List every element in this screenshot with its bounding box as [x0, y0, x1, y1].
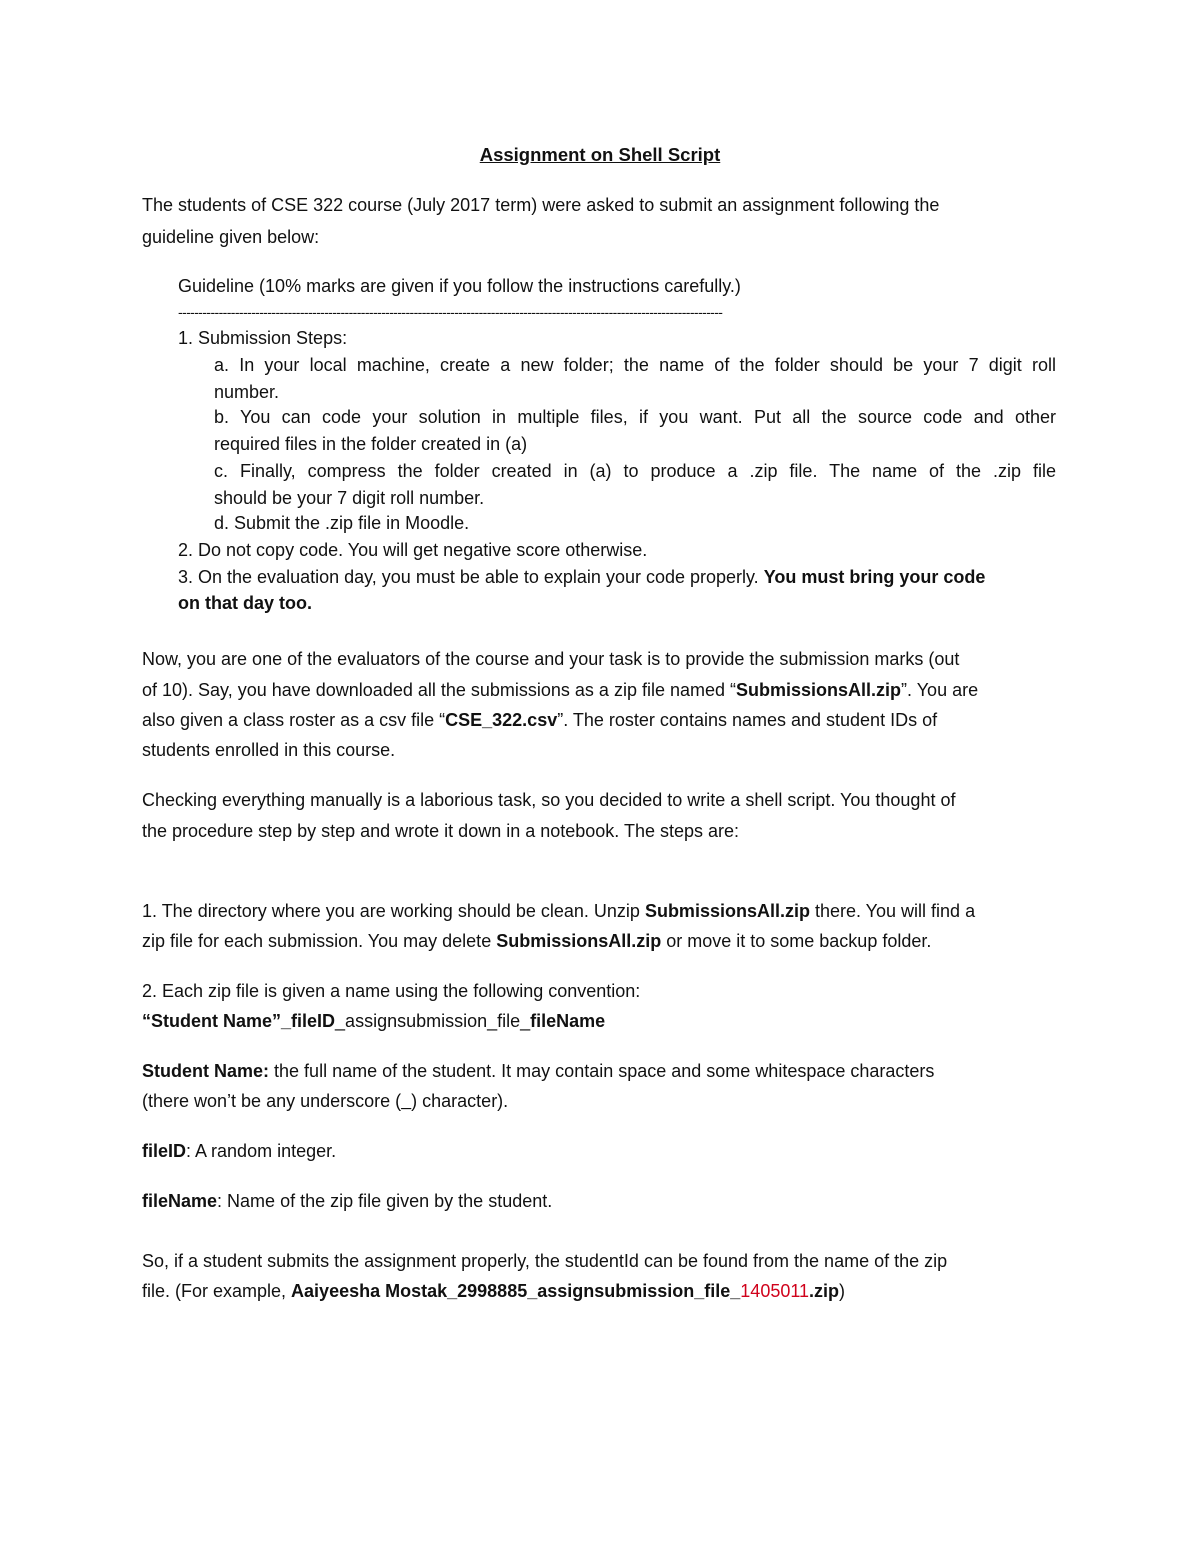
- filename-submissions-zip: SubmissionsAll.zip: [496, 931, 662, 951]
- example-filename: Aaiyeesha Mostak_2998885_assignsubmission_file_: [291, 1281, 741, 1301]
- naming-convention: [142, 1009, 605, 1033]
- para-now-text: of 10). Say, you have downloaded all the submissions as a zip file named “: [142, 680, 736, 700]
- def-filename-term: fileName: [142, 1191, 218, 1211]
- filename-roster-csv: CSE_322.csv: [445, 710, 558, 730]
- guideline-step-3-line-2: on that day too.: [178, 593, 312, 613]
- step-1-text: or move it to some backup folder.: [661, 931, 932, 951]
- convention-middle: _assignsubmission_file_: [335, 1011, 531, 1031]
- def-fileid-text: : A random integer.: [186, 1141, 337, 1161]
- para-so-text: ): [839, 1281, 846, 1301]
- def-student-name-line-1: [142, 1059, 934, 1083]
- def-filename: [142, 1189, 552, 1213]
- def-student-name-term: Student Name: [142, 1061, 264, 1081]
- guideline-step-3-line-1: [178, 565, 985, 589]
- convention-student-fileid: “Student Name”_fileID: [142, 1011, 336, 1031]
- example-extension: .zip: [809, 1281, 840, 1301]
- para-now-text: ”. The roster contains names and student IDs of: [557, 710, 938, 730]
- guideline-step-3-emphasis: You must bring your code: [763, 567, 986, 587]
- step-2-line: 2. Each zip file is given a name using the following convention:: [142, 981, 641, 1001]
- para-now-line-4: students enrolled in this course.: [142, 740, 396, 760]
- guideline-step-1c-line-1: c. Finally, compress the folder created in (a) to produce a .zip file. The name of the .zip file: [214, 461, 1056, 481]
- para-now-line-3: [142, 708, 937, 732]
- guideline-step-2: 2. Do not copy code. You will get negative score otherwise.: [178, 540, 648, 560]
- guideline-step-1c-line-2: should be your 7 digit roll number.: [214, 488, 485, 508]
- guideline-heading: Guideline (10% marks are given if you follow the instructions carefully.): [178, 276, 741, 296]
- def-colon: :: [263, 1061, 270, 1081]
- guideline-step-1b-line-2: required files in the folder created in (a): [214, 434, 528, 454]
- para-so-text: file. (For example,: [142, 1281, 292, 1301]
- intro-line-1: The students of CSE 322 course (July 2017 term) were asked to submit an assignment following the: [142, 195, 940, 215]
- filename-submissions-zip: SubmissionsAll.zip: [736, 680, 902, 700]
- para-now-line-1: Now, you are one of the evaluators of the course and your task is to provide the submission marks (out: [142, 649, 960, 669]
- intro-line-2: guideline given below:: [142, 227, 320, 247]
- step-1-line-1: [142, 899, 975, 923]
- para-now-text: ”. You are: [901, 680, 979, 700]
- guideline-step-1b-line-1: b. You can code your solution in multiple files, if you want. Put all the source code and other: [214, 407, 1056, 427]
- def-student-name-text: ) character).: [411, 1091, 509, 1111]
- example-student-id: 1405011: [740, 1281, 810, 1301]
- convention-filename: fileName: [530, 1011, 606, 1031]
- def-fileid-term: fileID: [142, 1141, 187, 1161]
- guideline-step-1d: d. Submit the .zip file in Moodle.: [214, 513, 470, 533]
- def-student-name-text: the full name of the student. It may contain space and some whitespace characters: [269, 1061, 935, 1081]
- guideline-separator: --------------------------------------------------------------------------------------------------------------------------------------: [178, 305, 723, 319]
- step-1-text: there. You will find a: [809, 901, 976, 921]
- guideline-step-1a-line-2: number.: [214, 382, 280, 402]
- step-1-text: zip file for each submission. You may delete: [142, 931, 497, 951]
- def-fileid: [142, 1139, 336, 1163]
- filename-submissions-zip: SubmissionsAll.zip: [644, 901, 810, 921]
- guideline-step-1a-line-1: a. In your local machine, create a new folder; the name of the folder should be your 7 digit roll: [214, 355, 1056, 375]
- step-1-text: 1. The directory where you are working should be clean. Unzip: [142, 901, 645, 921]
- def-student-name-text: (there won’t be any underscore (: [142, 1091, 402, 1111]
- para-now-text: also given a class roster as a csv file “: [142, 710, 446, 730]
- para-now-line-2: [142, 678, 978, 702]
- def-filename-text: : Name of the zip file given by the student.: [217, 1191, 553, 1211]
- para-so-line-2: [142, 1279, 845, 1303]
- document-title: Assignment on Shell Script: [479, 144, 721, 165]
- underscore-char: _: [401, 1091, 412, 1111]
- para-so-line-1: So, if a student submits the assignment properly, the studentId can be found from the name of the zip: [142, 1251, 948, 1271]
- guideline-step-3-text: 3. On the evaluation day, you must be able to explain your code properly.: [178, 567, 764, 587]
- guideline-step-1: 1. Submission Steps:: [178, 328, 348, 348]
- step-1-line-2: [142, 929, 931, 953]
- para-check-line-1: Checking everything manually is a laborious task, so you decided to write a shell script. You thought of: [142, 790, 956, 810]
- def-student-name-line-2: [142, 1089, 508, 1113]
- para-check-line-2: the procedure step by step and wrote it down in a notebook. The steps are:: [142, 821, 740, 841]
